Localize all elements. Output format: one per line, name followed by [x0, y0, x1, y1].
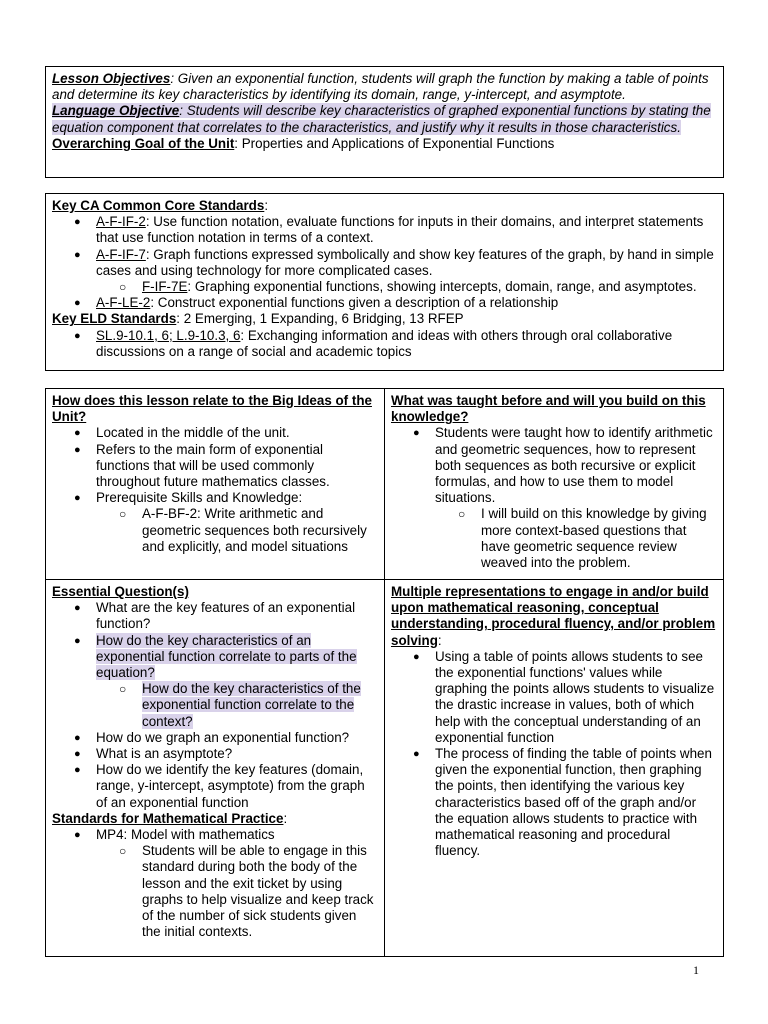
big-ideas-list [52, 425, 378, 555]
list-item: ○ Students will be able to engage in this standard during both the body of the lesson and the exit ticket by using graphs to help visualize and keep track of the number of sick students given the initial contexts. [52, 843, 378, 940]
list-item [52, 295, 717, 311]
smp-list [52, 827, 378, 940]
list-item [52, 214, 717, 246]
multiple-representations-colon: : [437, 632, 442, 648]
multiple-representations-heading-text: Multiple representations to engage in and/or build upon mathematical reasoning, conceptual understanding, procedural fluency, and/or problem solving [391, 584, 716, 648]
list-item [52, 328, 717, 360]
list-item: ● Prerequisite Skills and Knowledge: [52, 490, 378, 506]
taught-before-heading-text: What was taught before and will you build on this knowledge? [391, 393, 706, 425]
eld-standards-heading [52, 311, 717, 327]
lesson-objectives [52, 71, 717, 103]
essential-questions-cell [45, 579, 385, 957]
highlighted-subquestion: How do the key characteristics of the exponential function correlate to the context? [142, 681, 361, 729]
taught-before-list [391, 425, 717, 571]
list-item: ○ I will build on this knowledge by giving more context-based questions that have geometric sequence review weaved into the problem. [391, 506, 717, 571]
language-objective-label: Language Objective [52, 103, 180, 119]
list-item: ● What are the key features of an exponential function? [52, 600, 378, 632]
list-item: ● Students were taught how to identify arithmetic and geometric sequences, how to represent both sequences as both recursive or explicit formulas, and how to use them to model situations. [391, 425, 717, 506]
essential-questions-heading-text: Essential Question(s) [52, 584, 189, 599]
overarching-goal [52, 136, 717, 152]
list-item: ● Refers to the main form of exponential functions that will be used commonly throughout future mathematics classes. [52, 442, 378, 491]
standard-text: : Use function notation, evaluate functions for inputs in their domains, and interpret statements that use function notation in terms of a context. [96, 214, 704, 246]
multiple-representations-list [391, 649, 717, 860]
standard-text: : Exchanging information and ideas with others through oral collaborative discussions on a range of social and academic topics [96, 327, 673, 359]
list-item [52, 279, 717, 295]
ca-standards-colon: : [264, 198, 269, 213]
list-item [52, 247, 717, 279]
standard-text: : Graph functions expressed symbolically and show key features of the graph, by hand in simple cases and using technology for more complicated cases. [96, 246, 714, 278]
objectives-box [45, 66, 724, 178]
eld-standards-label: Key ELD Standards [52, 311, 177, 327]
taught-before-heading [391, 393, 717, 425]
standard-link[interactable]: A-F-LE-2 [96, 295, 151, 311]
highlighted-question: How do the key characteristics of an exponential function correlate to parts of the equation? [96, 632, 357, 681]
taught-before-cell [384, 388, 724, 580]
smp-heading [52, 811, 378, 827]
ca-standards-list [52, 214, 717, 311]
overarching-goal-text: : Properties and Applications of Exponential Functions [234, 135, 555, 151]
lesson-objectives-text: : Given an exponential function, students will graph the function by making a table of points and determine its key characteristics by identifying its domain, range, y-intercept, and asymptote. [52, 71, 709, 103]
standard-link[interactable]: A-F-IF-7 [96, 246, 146, 262]
smp-colon: : [283, 810, 288, 826]
eld-standards-text: : 2 Emerging, 1 Expanding, 6 Bridging, 13 RFEP [176, 311, 464, 327]
essential-questions-list [52, 600, 378, 811]
big-ideas-cell [45, 388, 385, 580]
lesson-objectives-label: Lesson Objectives [52, 71, 171, 86]
ca-standards-label: Key CA Common Core Standards [52, 198, 265, 213]
language-objective-text: : Students will describe key characteristics of graphed exponential functions by stating the equation component that correlates to the characteristics, and justify why it results in those characteristics. [52, 103, 711, 135]
multiple-representations-cell [384, 579, 724, 957]
language-objective [52, 103, 717, 135]
essential-questions-heading [52, 584, 378, 600]
smp-label: Standards for Mathematical Practice [52, 810, 284, 826]
multiple-representations-heading [391, 584, 717, 649]
list-item: ○ A-F-BF-2: Write arithmetic and geometric sequences both recursively and explicitly, and model situations [52, 506, 378, 555]
big-ideas-heading-text: How does this lesson relate to the Big Ideas of the Unit? [52, 393, 372, 425]
list-item: ● How do we graph an exponential function? [52, 730, 378, 746]
list-item: ● How do we identify the key features (domain, range, y-intercept, asymptote) from the graph of an exponential function [52, 762, 378, 811]
list-item [52, 681, 378, 730]
list-item: ● Located in the middle of the unit. [52, 425, 378, 441]
list-item: ● MP4: Model with mathematics [52, 827, 378, 843]
standard-link[interactable]: A-F-IF-2 [96, 214, 146, 230]
overarching-goal-label: Overarching Goal of the Unit [52, 135, 235, 151]
list-item: ● The process of finding the table of points when given the exponential function, then graphing the points, then identifying the various key characteristics based off of the graph and/or the equation allows students to practice with mathematical reasoning and procedural fluency. [391, 746, 717, 859]
list-item: ● What is an asymptote? [52, 746, 378, 762]
standards-box [45, 193, 724, 371]
list-item: ● Using a table of points allows students to see the exponential functions' values while graphing the points allows students to visualize the drastic increase in values, both of which help with the conceptual understanding of an exponential function [391, 649, 717, 746]
big-ideas-heading [52, 393, 378, 425]
list-item [52, 633, 378, 682]
standard-link[interactable]: SL.9-10.1, 6; L.9-10.3, 6 [96, 327, 241, 343]
standard-link[interactable]: F-IF-7E [142, 279, 188, 295]
standard-text: : Graphing exponential functions, showing intercepts, domain, range, and asymptotes. [187, 279, 697, 295]
page-number: 1 [693, 963, 699, 977]
ca-standards-heading [52, 198, 717, 214]
standard-text: : Construct exponential functions given a description of a relationship [150, 295, 559, 311]
eld-standards-list [52, 328, 717, 360]
